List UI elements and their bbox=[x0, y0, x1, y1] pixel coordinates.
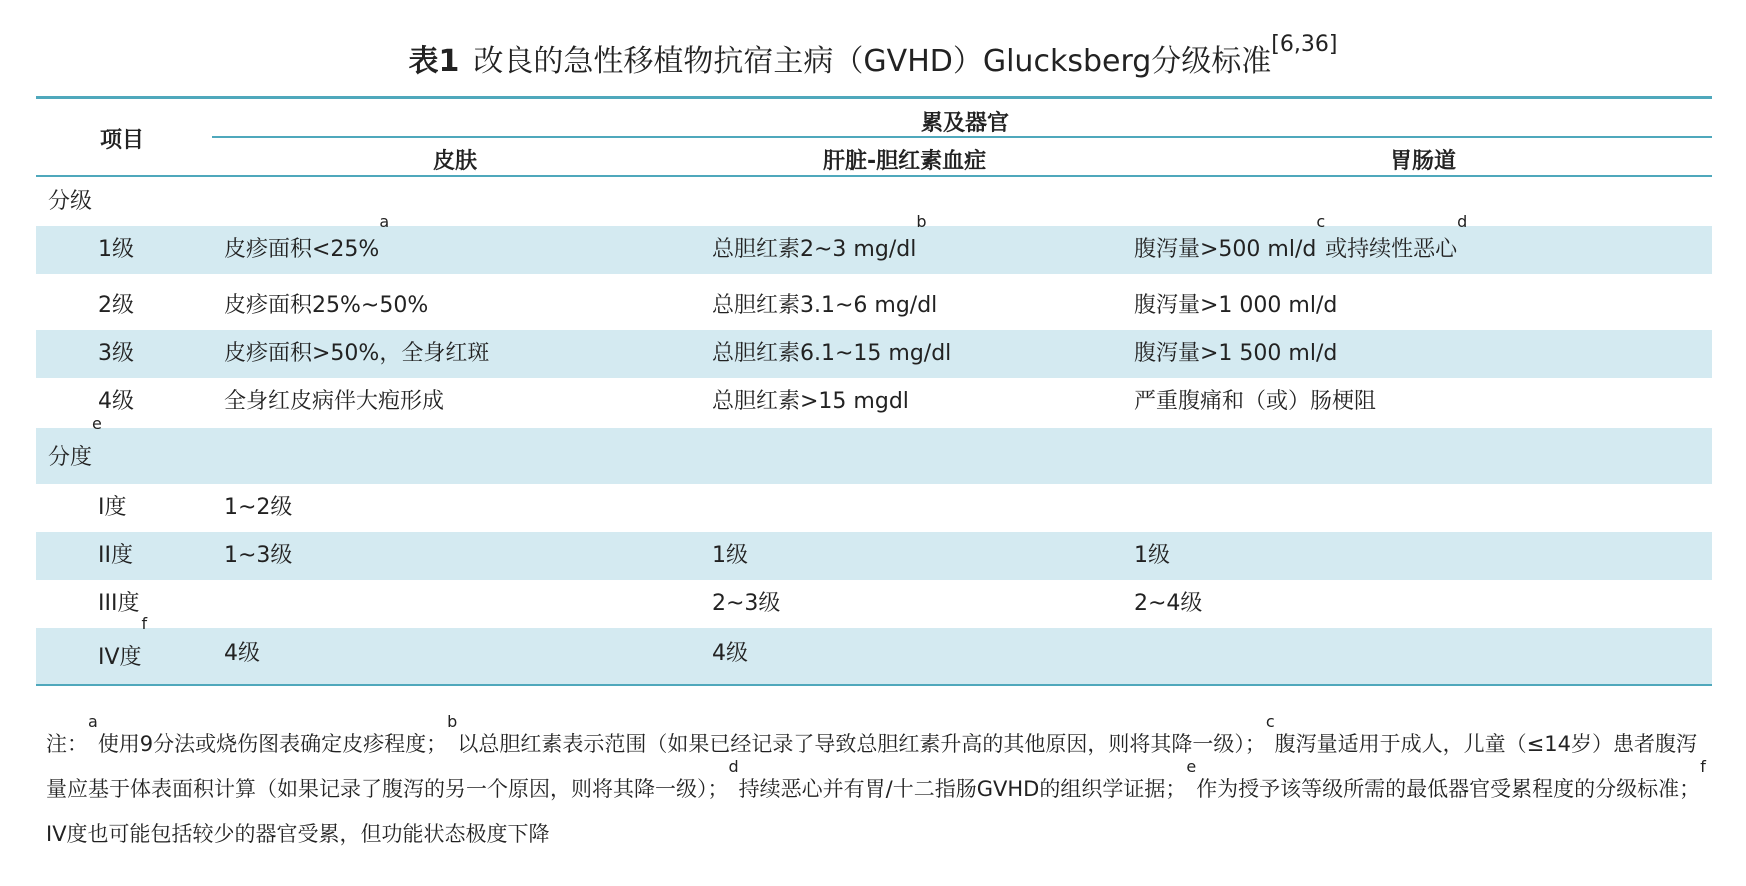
header-liver: 肝脏-胆红素血症 bbox=[823, 149, 987, 174]
skin-cell: 4级 bbox=[224, 641, 260, 666]
footnote-marker: a bbox=[379, 212, 390, 231]
skin-cell: 1~3级 bbox=[224, 543, 293, 568]
section-grading-label: 分度$^e$ bbox=[48, 414, 102, 470]
liver-cell: 总胆红素6.1~15 mg/dl bbox=[712, 341, 952, 366]
footnote-marker: d bbox=[728, 757, 739, 776]
row-label: III度 bbox=[98, 591, 140, 616]
top-rule bbox=[36, 96, 1712, 99]
footnote-marker: e bbox=[1186, 757, 1197, 776]
note-a: 使用9分法或烧伤图表确定皮疹程度； bbox=[97, 732, 448, 756]
note-prefix: 注： bbox=[46, 732, 88, 756]
row-label: 4级 bbox=[98, 389, 134, 414]
bottom-rule bbox=[36, 684, 1712, 686]
note-f: IV度也可能包括较少的器官受累，但功能状态极度下降 bbox=[46, 822, 550, 846]
note-e: 作为授予该等级所需的最低器官受累程度的分级标准； bbox=[1196, 777, 1701, 801]
note-d: 持续恶心并有胃/十二指肠GVHD的组织学证据； bbox=[738, 777, 1187, 801]
footnote-marker: b bbox=[916, 212, 927, 231]
row-label: II度 bbox=[98, 543, 133, 568]
table-row bbox=[36, 212, 1712, 274]
table-title bbox=[0, 32, 1746, 80]
table-title-ref: [6,36] bbox=[1271, 32, 1338, 57]
liver-cell: 总胆红素>15 mgdl bbox=[712, 389, 909, 414]
section-grading bbox=[36, 414, 1712, 484]
table-row bbox=[36, 532, 1712, 580]
skin-cell: 皮疹面积<25%$^a$ bbox=[224, 212, 390, 262]
header-skin: 皮肤 bbox=[433, 149, 478, 174]
section-staging-label: 分级 bbox=[48, 189, 93, 214]
row-label: I度 bbox=[98, 495, 127, 520]
header-bottom-rule bbox=[36, 175, 1712, 177]
footnote-marker: a bbox=[88, 712, 98, 731]
skin-cell: 1~2级 bbox=[224, 495, 293, 520]
footnote-marker: e bbox=[92, 414, 102, 433]
table-row bbox=[36, 484, 1712, 532]
row-label: 2级 bbox=[98, 293, 134, 318]
liver-cell: 1级 bbox=[712, 543, 748, 568]
footnote-marker: c bbox=[1265, 712, 1275, 731]
row-label: IV度$^f$ bbox=[98, 614, 148, 670]
header-item: 项目 bbox=[100, 128, 145, 153]
liver-cell: 2~3级 bbox=[712, 591, 781, 616]
gi-cell: 严重腹痛和（或）肠梗阻 bbox=[1134, 389, 1377, 414]
gi-cell: 腹泻量>1 500 ml/d bbox=[1134, 341, 1338, 366]
footnote-marker: d bbox=[1457, 212, 1468, 231]
header-group: 累及器官 bbox=[921, 111, 1010, 136]
table-number: 表1 bbox=[408, 44, 460, 79]
note-b: 以总胆红素表示范围（如果已经记录了导致总胆红素升高的其他原因，则将其降一级）； bbox=[457, 732, 1266, 756]
skin-cell: 全身红皮病伴大疱形成 bbox=[224, 389, 445, 414]
row-label: 1级 bbox=[98, 237, 134, 262]
skin-cell: 皮疹面积>50%，全身红斑 bbox=[224, 341, 490, 366]
table-row bbox=[36, 330, 1712, 378]
table-row bbox=[36, 378, 1712, 426]
header-group-rule bbox=[212, 136, 1712, 138]
gi-cell: 腹泻量>1 000 ml/d bbox=[1134, 293, 1338, 318]
note-c: 腹泻量适用于成人，儿童（≤14岁）患者腹泻量应基于体表面积计算（如果记录了腹泻的另一个原因，则将其降一级）； bbox=[46, 732, 1697, 801]
footnote-marker: f bbox=[141, 614, 148, 633]
liver-cell: 总胆红素3.1~6 mg/dl bbox=[712, 293, 938, 318]
table-footnote bbox=[46, 712, 1706, 857]
gi-cell: 2~4级 bbox=[1134, 591, 1203, 616]
footnote-marker: f bbox=[1700, 757, 1706, 776]
liver-cell: 总胆红素2~3 $mg/dl^b$ bbox=[712, 212, 927, 262]
skin-cell: 皮疹面积25%~50% bbox=[224, 293, 429, 318]
table-row bbox=[36, 282, 1712, 330]
liver-cell: 4级 bbox=[712, 641, 748, 666]
table-title-text: 改良的急性移植物抗宿主病（GVHD）Glucksberg分级标准 bbox=[473, 44, 1272, 79]
footnote-marker: b bbox=[447, 712, 458, 731]
table-row bbox=[36, 614, 1712, 684]
gi-cell: 1级 bbox=[1134, 543, 1170, 568]
row-label: 3级 bbox=[98, 341, 134, 366]
footnote-marker: c bbox=[1316, 212, 1326, 231]
table-row bbox=[36, 580, 1712, 628]
header-gi: 胃肠道 bbox=[1390, 149, 1457, 174]
gi-cell: 腹泻量>500 $ml/d^c$或持续性恶心$^d$ bbox=[1134, 212, 1468, 262]
